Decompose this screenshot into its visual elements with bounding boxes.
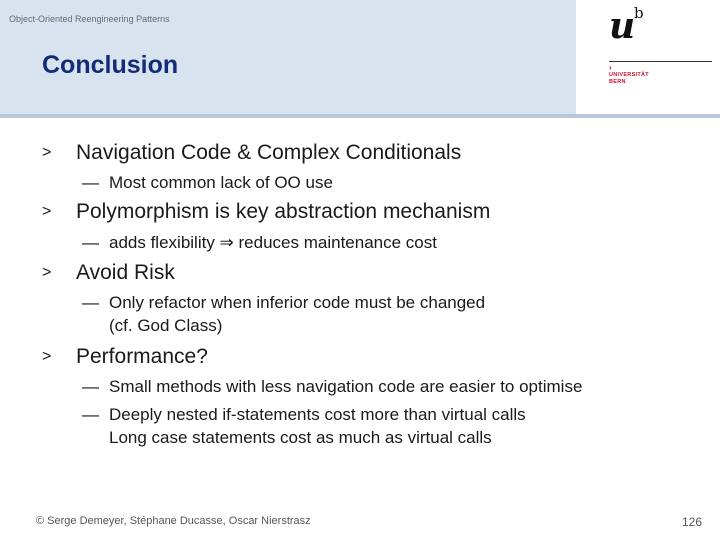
slide-title: Conclusion — [42, 51, 179, 79]
bullet-item — [42, 141, 461, 165]
sub-bullet-text: Only refactor when inferior code must be changed — [109, 293, 486, 312]
sub-bullet-item — [82, 231, 437, 254]
page-number: 126 — [681, 515, 702, 529]
bullet-text: Polymorphism is key abstraction mechanism — [76, 200, 491, 223]
sub-bullet-item — [82, 291, 485, 337]
sub-bullet-marker: — — [82, 293, 99, 312]
logo-letter-b: b — [634, 4, 644, 22]
sub-bullet-marker: — — [82, 233, 99, 252]
bullet-item — [42, 345, 208, 369]
sub-bullet-text: Small methods with less navigation code are easier to optimise — [109, 377, 583, 396]
sub-bullet-marker: — — [82, 377, 99, 396]
bullet-item — [42, 200, 490, 224]
course-title: Object-Oriented Reengineering Patterns — [9, 14, 170, 24]
bullet-text: Navigation Code & Complex Conditionals — [76, 141, 462, 164]
sub-bullet-item — [82, 403, 526, 449]
bullet-item — [42, 261, 175, 285]
bullet-marker: > — [42, 348, 52, 365]
sub-bullet-text: Most common lack of OO use — [109, 173, 333, 192]
sub-bullet-text: adds flexibility ⇒ reduces maintenance cost — [109, 233, 437, 252]
logo-line-1: UNIVERSITÄT — [609, 72, 649, 78]
logo-line-2: BERN — [609, 79, 626, 85]
sub-bullet-item — [82, 375, 582, 398]
bullet-marker: > — [42, 264, 52, 281]
sub-bullet-marker: — — [82, 405, 99, 424]
sub-bullet-text: Deeply nested if-statements cost more than virtual calls — [109, 405, 526, 424]
bullet-marker: > — [42, 144, 52, 161]
sub-bullet-marker: — — [82, 173, 99, 192]
logo-chevron-icon: › — [609, 63, 612, 72]
logo-letter-u: u — [609, 5, 636, 47]
sub-bullet-item — [82, 171, 333, 194]
bullet-text: Avoid Risk — [76, 261, 175, 284]
sub-bullet-continuation: (cf. God Class) — [109, 316, 223, 335]
footer-copyright: © Serge Demeyer, Stéphane Ducasse, Oscar Nierstrasz — [36, 515, 311, 527]
bullet-text: Performance? — [76, 345, 208, 368]
sub-bullet-continuation: Long case statements cost as much as virtual calls — [109, 428, 492, 447]
bullet-marker: > — [42, 203, 52, 220]
